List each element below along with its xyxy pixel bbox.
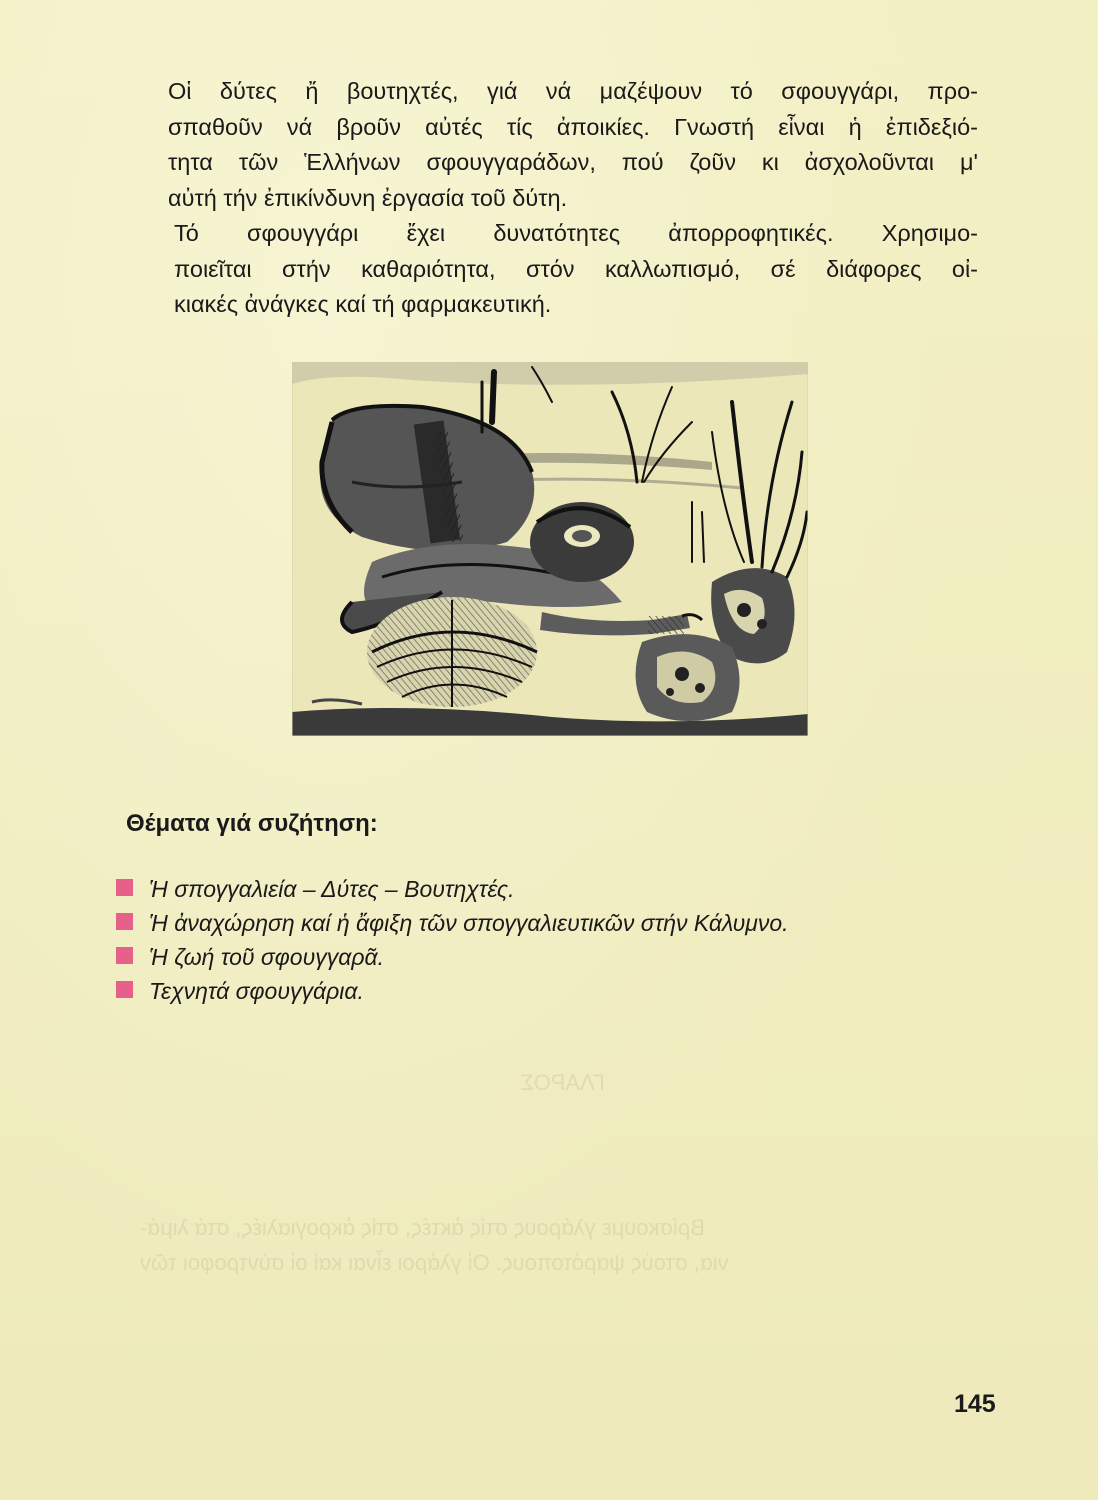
text-line: ποιεῖται στήν καθαριότητα, στόν καλλωπισμό, σέ διάφορες οἰ- [174, 255, 978, 282]
list-item [116, 940, 789, 974]
square-bullet-icon [116, 947, 133, 964]
discussion-topics-heading: Θέματα γιά συζήτηση: [126, 810, 378, 837]
show-through-text: Βρίσκουμε γλάρους στίς ἀκτές, στίς ἀκρογιαλιές, στά λιμά- [140, 1215, 705, 1240]
page-number: 145 [954, 1390, 996, 1418]
sponge-basket [367, 597, 537, 707]
text-line: τητα τῶν Ἑλλήνων σφουγγαράδων, πού ζοῦν κι ἀσχολοῦνται μ' [168, 149, 978, 175]
square-bullet-icon [116, 981, 133, 998]
discussion-topics-list [116, 872, 789, 1008]
text-line: Οἱ δύτες ἤ βουτηχτές, γιά νά μαζέψουν τό σφουγγάρι, προ- [168, 78, 978, 104]
topic-text: Ἡ σπογγαλιεία – Δύτες – Βουτηχτές. [149, 876, 515, 902]
square-bullet-icon [116, 879, 133, 896]
topic-text: Ἡ ἀναχώρηση καί ἡ ἄφιξη τῶν σπογγαλιευτικῶν στήν Κάλυμνο. [149, 910, 789, 936]
text-line: αὐτή τήν ἐπικίνδυνη ἐργασία τοῦ δύτη. [168, 184, 568, 211]
topic-text: Τεχνητά σφουγγάρια. [149, 978, 364, 1004]
list-item [116, 906, 789, 940]
show-through-text: νια, στούς ψαρότοπους. Οἱ γλάροι εἶναι καί οἱ σύντροφοι τῶν [140, 1250, 729, 1275]
diver-illustration [292, 362, 808, 736]
topic-text: Ἡ ζωή τοῦ σφουγγαρᾶ. [149, 944, 385, 970]
list-item [116, 872, 789, 906]
paragraph-2 [118, 216, 978, 323]
text-line: σπαθοῦν νά βροῦν αὐτές τίς ἀποικίες. Γνωστή εἶναι ἡ ἐπιδεξιό- [168, 113, 978, 140]
text-line: Τό σφουγγάρι ἔχει δυνατότητες ἀπορροφητικές. Χρησιμο- [174, 220, 978, 246]
text-line: κιακές ἀνάγκες καί τή φαρμακευτική. [174, 291, 552, 317]
show-through-text: ΓΛΑΡΟΣ [520, 1070, 605, 1095]
square-bullet-icon [116, 913, 133, 930]
list-item [116, 974, 789, 1008]
paragraph-1 [118, 74, 978, 216]
